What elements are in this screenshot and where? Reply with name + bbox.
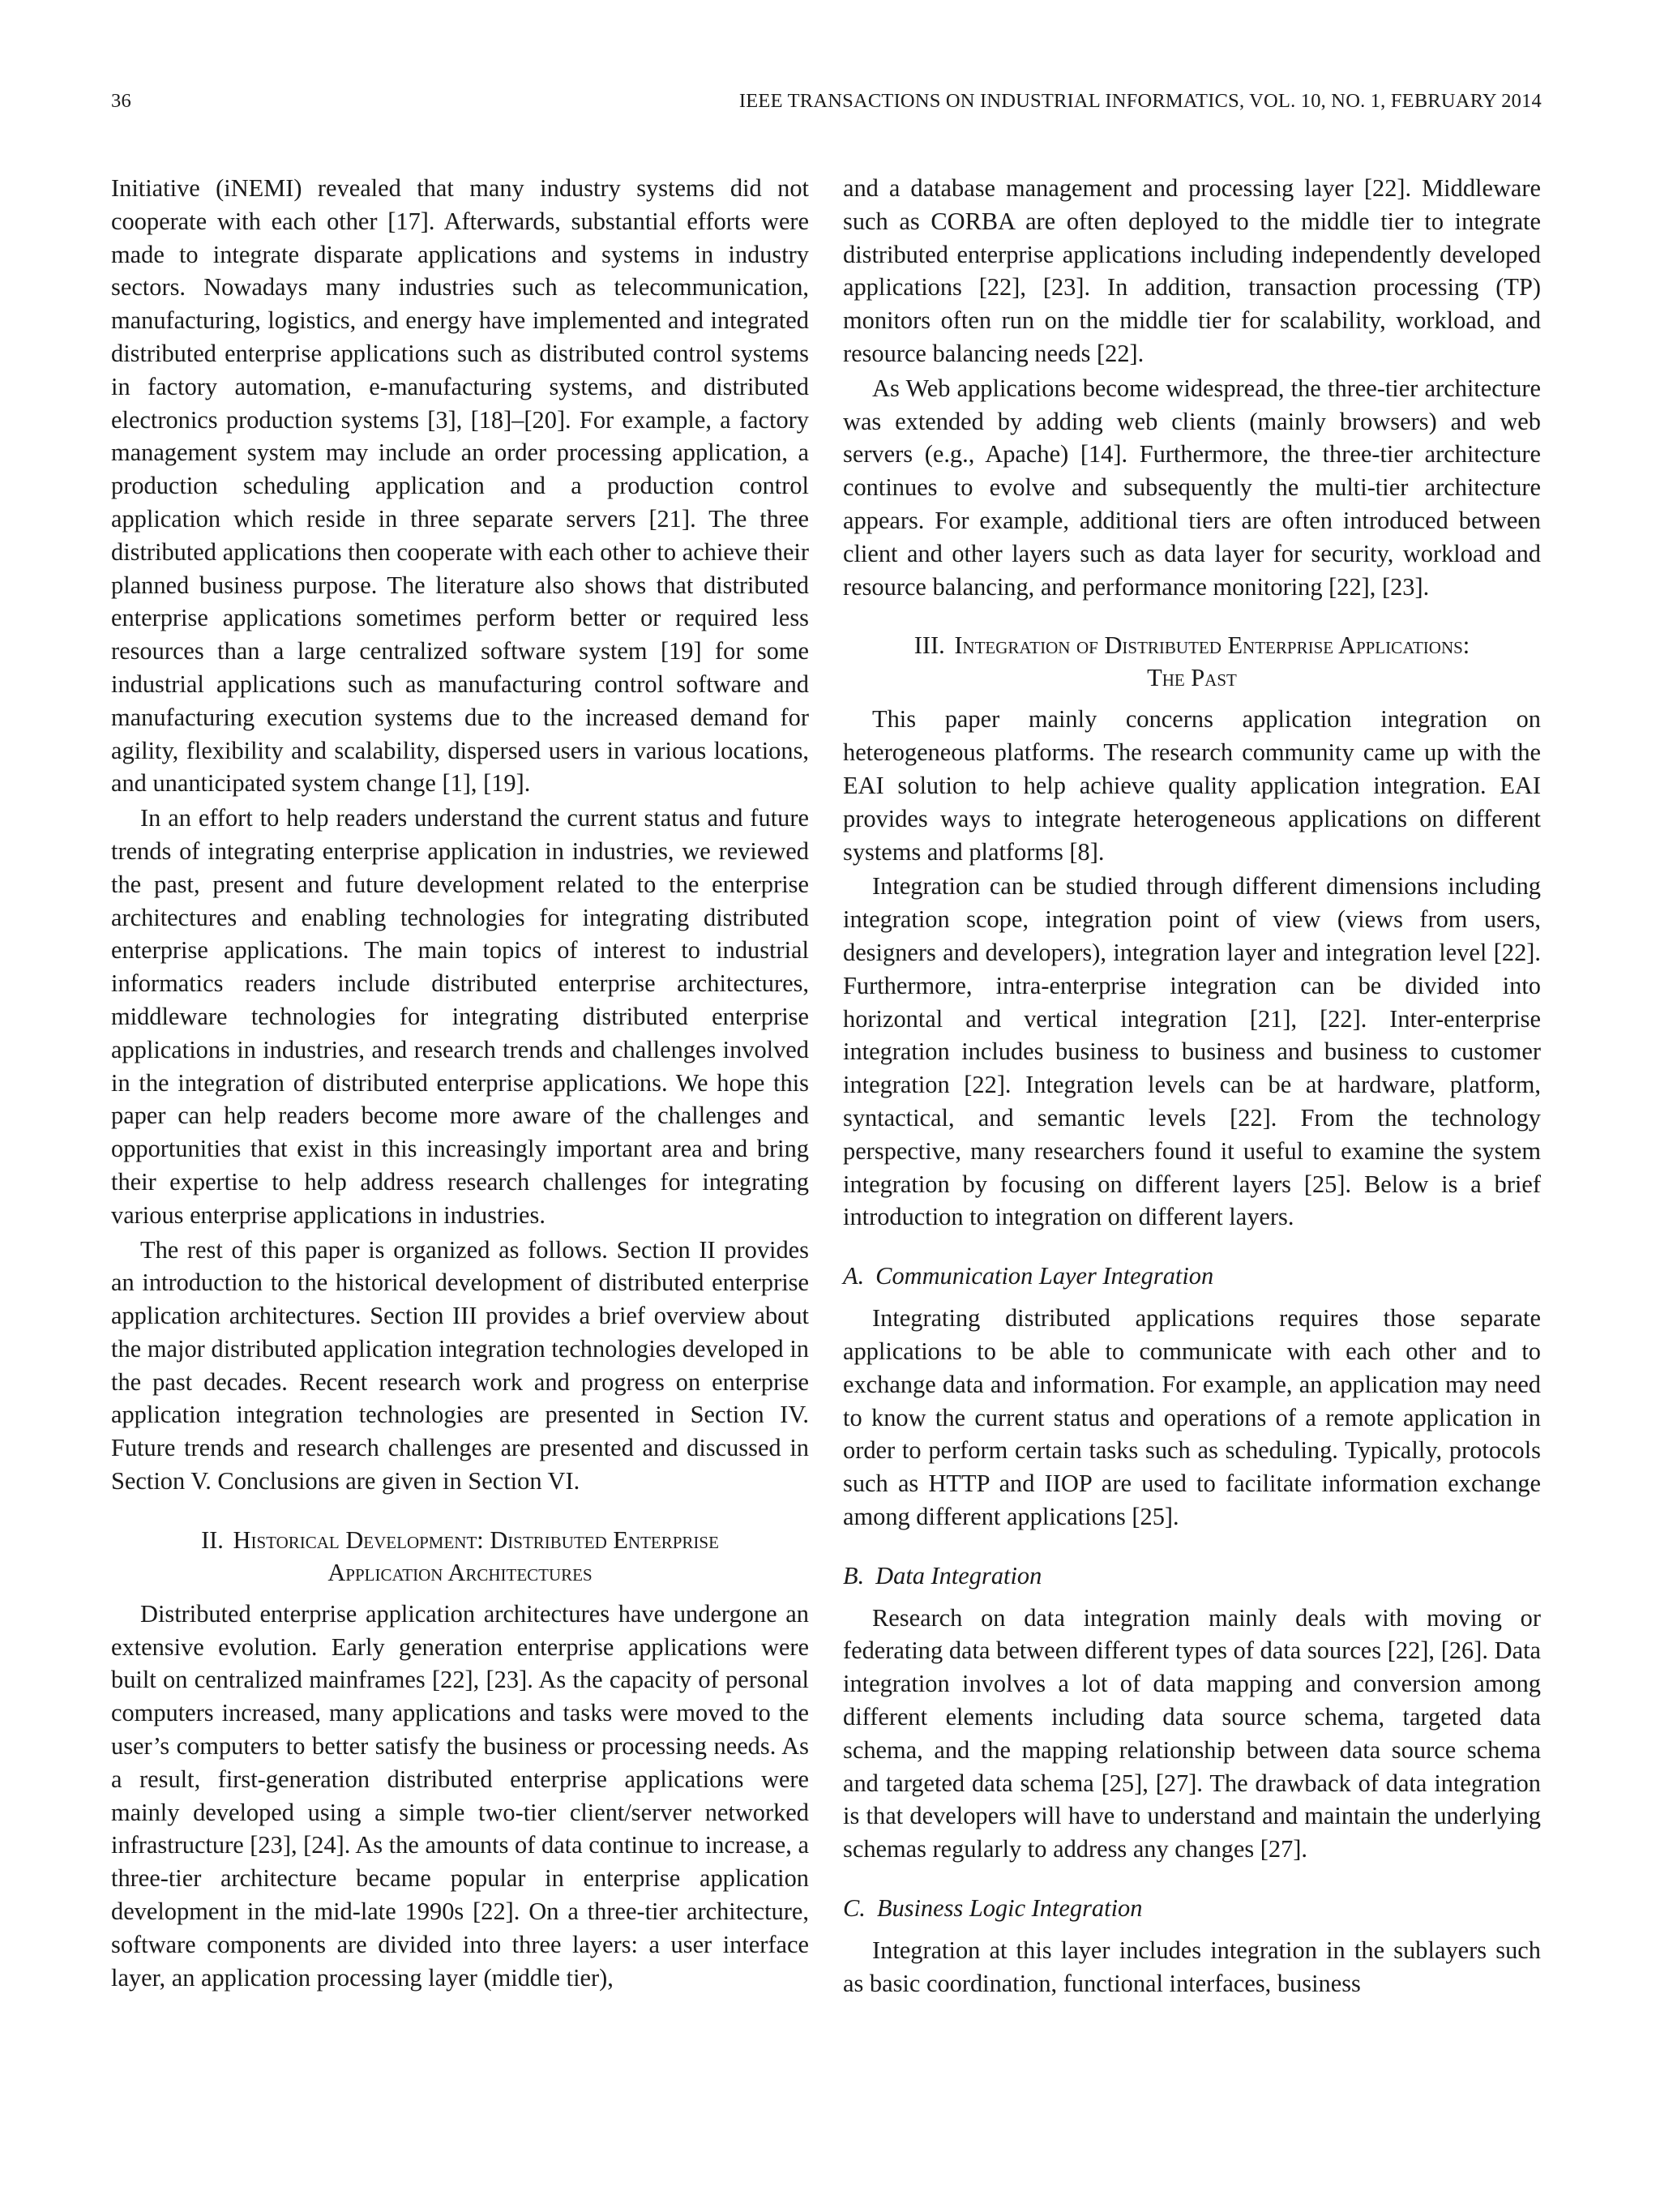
subsection-letter: A.: [843, 1262, 865, 1290]
page-header: [111, 90, 1542, 122]
subsection-heading: [843, 1560, 1541, 1592]
paragraph: Distributed enterprise application architectures have undergone an extensive evolution. Early generation enterprise applications were built on centralized mainframes [22], [23]. As the capacity of personal computers increased, many applications and tasks were moved to the user’s computers to better satisfy the business or processing needs. As a result, first-generation distributed enterprise applications were mainly developed using a simple two-tier client/server networked infrastructure [23], [24]. As the amounts of data continue to increase, a three-tier architecture became popular in enterprise application development in the mid-late 1990s [22]. On a three-tier architecture, software components are divided into three layers: a user interface layer, an application processing layer (middle tier),: [111, 1599, 809, 1992]
subsection-title: Communication Layer Integration: [875, 1262, 1214, 1290]
subsection-heading: [843, 1260, 1541, 1292]
subsection-title: Data Integration: [875, 1561, 1042, 1589]
paragraph: Integration can be studied through different dimensions including integration scope, integration point of view (views from users, designers and developers), integration layer and integration level [22]. Furthermore, intra-enterprise integration can be divided into horizontal and vertical integration [21], [22]. Inter-enterprise integration includes business to business and business to customer integration [22]. Integration levels can be at hardware, platform, syntactical, and semantic levels [22]. From the technology perspective, many researchers found it useful to examine the system integration by focusing on different layers [25]. Below is a brief introduction to integration on different layers.: [843, 872, 1541, 1231]
section-title-line1: Integration of Distributed Enterprise Applications:: [954, 631, 1470, 660]
paragraph: Initiative (iNEMI) revealed that many industry systems did not cooperate with each other [17]. Afterwards, substantial efforts were made to integrate disparate applications and systems in industry sectors. Nowadays many industries such as telecommunication, manufacturing, logistics, and energy have implemented and integrated distributed enterprise applications such as distributed control systems in factory automation, e-manufacturing systems, and distributed electronics production systems [3], [18]–[20]. For example, a factory management system may include an order processing application, a production scheduling application and a production control application which reside in three separate servers [21]. The three distributed applications then cooperate with each other to achieve their planned business purpose. The literature also shows that distributed enterprise applications sometimes perform better or required less resources than a large centralized software system [19] for some industrial applications such as manufacturing control software and manufacturing execution systems due to the increased demand for agility, flexibility and scalability, dispersed users in various locations, and unanticipated system change [1], [19].: [111, 174, 809, 798]
paragraph: This paper mainly concerns application integration on heterogeneous platforms. The research community came up with the EAI solution to help achieve quality application integration. EAI provides ways to integrate heterogeneous applications on different systems and platforms [8].: [843, 705, 1541, 866]
section-number: II.: [201, 1525, 224, 1554]
subsection-letter: B.: [843, 1561, 865, 1589]
paragraph: and a database management and processing layer [22]. Middleware such as CORBA are often deployed to the middle tier to integrate distributed enterprise applications including independently developed applications [22], [23]. In addition, transaction processing (TP) monitors often run on the middle tier for scalability, workload, and resource balancing needs [22].: [843, 174, 1541, 367]
section-heading: [843, 629, 1541, 694]
section-title-line1: Historical Development: Distributed Enterprise: [233, 1525, 719, 1554]
paragraph: In an effort to help readers understand the current status and future trends of integrating enterprise application in industries, we reviewed the past, present and future development related to the enterprise architectures and enabling technologies for integrating distributed enterprise applications. The main topics of interest to industrial informatics readers include distributed enterprise architectures, middleware technologies for integrating distributed enterprise applications in industries, and research trends and challenges involved in the integration of distributed enterprise applications. We hope this paper can help readers become more aware of the challenges and opportunities that exist in this increasingly important area and bring their expertise to help address research challenges for integrating various enterprise applications in industries.: [111, 804, 809, 1229]
section-title-line2: Application Architectures: [327, 1558, 593, 1586]
left-column: [111, 172, 809, 1994]
paragraph: Research on data integration mainly deals with moving or federating data between different types of data sources [22], [26]. Data integration involves a lot of data mapping and conversion among different elements including data source schema, targeted data schema, and the mapping relationship between data source schema and targeted data schema [25], [27]. The drawback of data integration is that developers will have to understand and maintain the underlying schemas regularly to address any changes [27].: [843, 1603, 1541, 1863]
paragraph: Integrating distributed applications requires those separate applications to be able to communicate with each other and to exchange data and information. For example, an application may need to know the current status and operations of a remote application in order to perform certain tasks such as scheduling. Typically, protocols such as HTTP and IIOP are used to facilitate information exchange among different applications [25].: [843, 1304, 1541, 1530]
subsection-title: Business Logic Integration: [876, 1894, 1143, 1923]
section-number: III.: [913, 631, 945, 660]
section-title-line2: The Past: [1147, 664, 1237, 692]
right-column: [843, 172, 1541, 2000]
page-number: 36: [111, 90, 131, 112]
paragraph: The rest of this paper is organized as follows. Section II provides an introduction to the historical development of distributed enterprise application architectures. Section III provides a brief overview about the major distributed application integration technologies developed in the past decades. Recent research work and progress on enterprise application integration technologies are presented in Section IV. Future trends and research challenges are presented and discussed in Section V. Conclusions are given in Section VI.: [111, 1235, 809, 1495]
subsection-heading: [843, 1892, 1541, 1924]
section-heading: [111, 1524, 809, 1589]
subsection-letter: C.: [843, 1894, 866, 1923]
paragraph: Integration at this layer includes integration in the sublayers such as basic coordination, functional interfaces, business: [843, 1936, 1541, 1997]
paragraph: As Web applications become widespread, the three-tier architecture was extended by adding web clients (mainly browsers) and web servers (e.g., Apache) [14]. Furthermore, the three-tier architecture continues to evolve and subsequently the multi-tier architecture appears. For example, additional tiers are often introduced between client and other layers such as data layer for security, workload and resource balancing, and performance monitoring [22], [23].: [843, 374, 1541, 601]
journal-running-head: IEEE TRANSACTIONS ON INDUSTRIAL INFORMATICS, VOL. 10, NO. 1, FEBRUARY 2014: [738, 90, 1542, 112]
